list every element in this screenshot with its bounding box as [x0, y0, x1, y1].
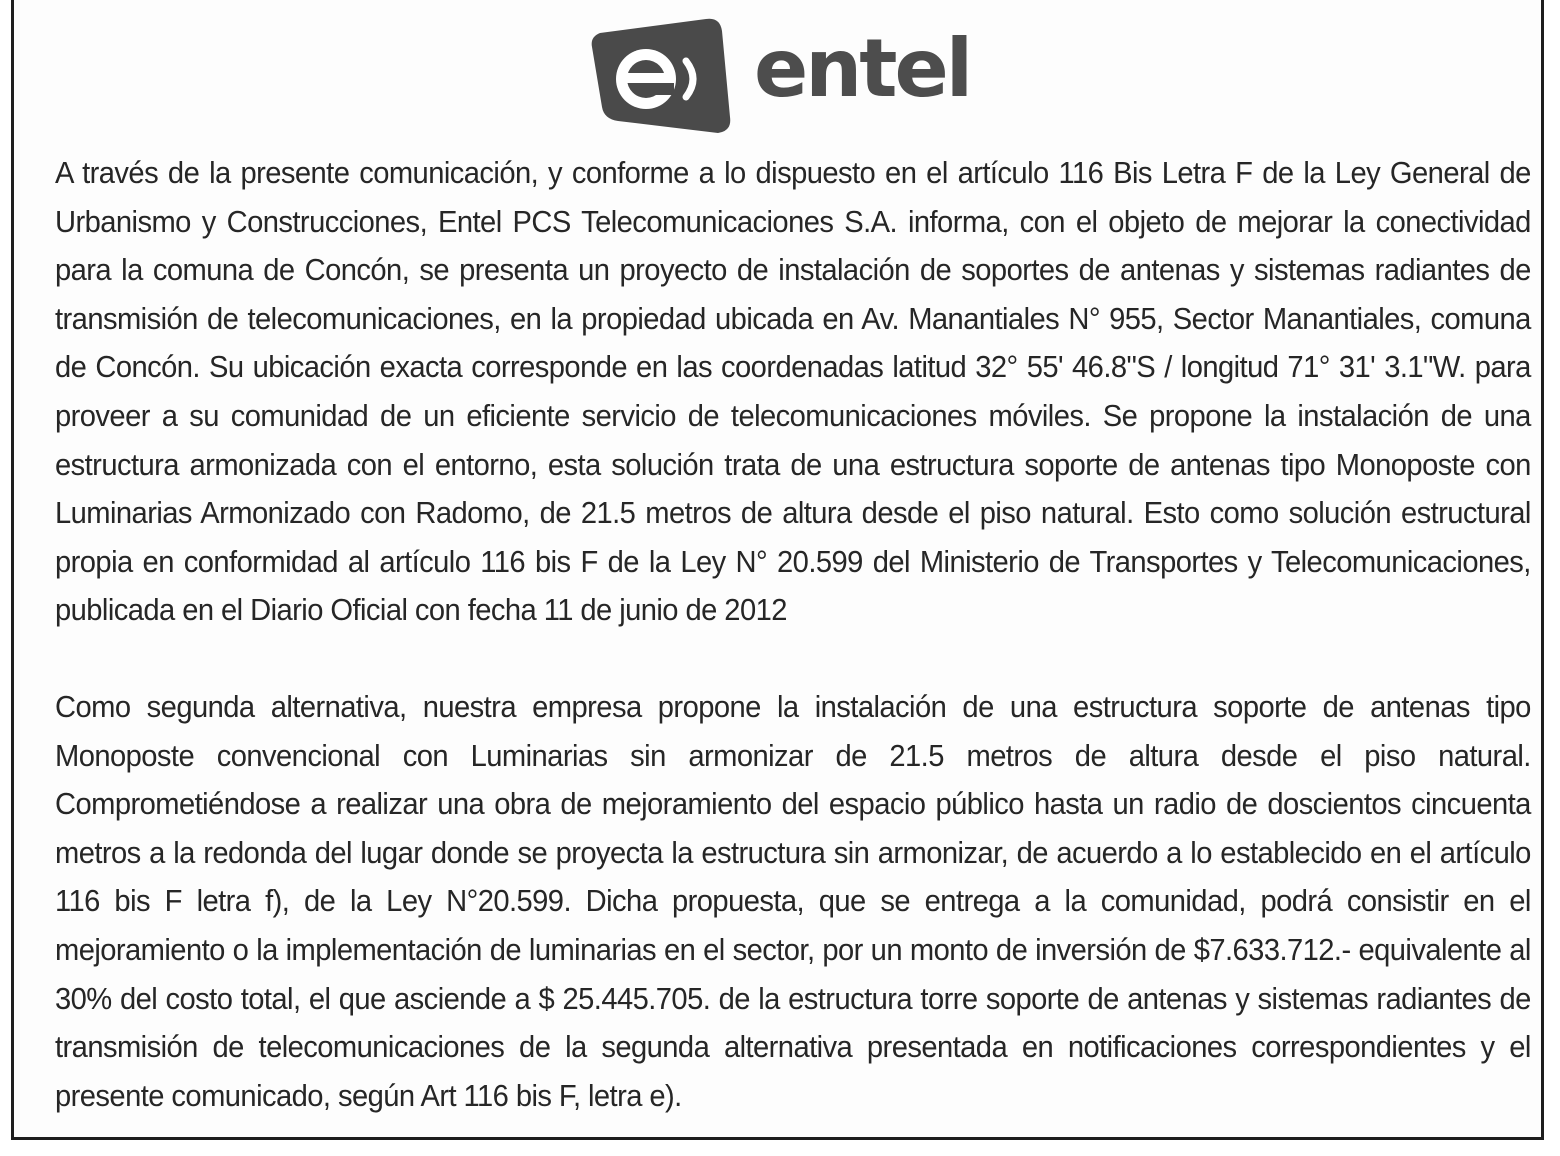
notice-body [55, 149, 1531, 1120]
notice-paragraph-2: Como segunda alternativa, nuestra empresa propone la instalación de una estructura soporte de antenas tipo Monoposte convencional con Luminarias sin armonizar de 21.5 metros de altura desde el piso natural. Comprometiéndose a realizar una obra de mejoramiento del espacio público hasta un radio de doscientos cincuenta metros a la redonda del lugar donde se proyecta la estructura sin armonizar, de acuerdo a lo establecido en el artículo 116 bis F letra f), de la Ley N°20.599. Dicha propuesta, que se entrega a la comunidad, podrá consistir en el mejoramiento o la implementación de luminarias en el sector, por un monto de inversión de $7.633.712.- equivalente al 30% del costo total, el que asciende a $ 25.445.705. de la estructura torre soporte de antenas y sistemas radiantes de transmisión de telecomunicaciones de la segunda alternativa presentada en notificaciones correspondientes y el presente comunicado, según Art 116 bis F, letra e). [55, 688, 1531, 1113]
notice-paragraph-1: A través de la presente comunicación, y conforme a lo dispuesto en el artículo 116 Bis Letra F de la Ley General de Urbanismo y Construcciones, Entel PCS Telecomunicaciones S.A. informa, con el objeto de mejorar la conectividad para la comuna de Concón, se presenta un proyecto de instalación de soportes de antenas y sistemas radiantes de transmisión de telecomunicaciones, en la propiedad ubicada en Av. Manantiales N° 955, Sector Manantiales, comuna de Concón. Su ubicación exacta corresponde en las coordenadas latitud 32° 55' 46.8"S / longitud 71° 31' 3.1"W. para proveer a su comunidad de un eficiente servicio de telecomunicaciones móviles. Se propone la instalación de una estructura armonizada con el entorno, esta solución trata de una estructura soporte de antenas tipo Monoposte con Luminarias Armonizado con Radomo, de 21.5 metros de altura desde el piso natural. Esto como solución estructural propia en conformidad al artículo 116 bis F de la Ley N° 20.599 del Ministerio de Transportes y Telecomunicaciones, publicada en el Diario Oficial con fecha 11 de junio de 2012 [55, 155, 1531, 628]
notice-box [11, 0, 1544, 1140]
entel-logo-icon [588, 17, 738, 137]
entel-logo [588, 17, 988, 137]
brand-name: entel [754, 22, 971, 115]
